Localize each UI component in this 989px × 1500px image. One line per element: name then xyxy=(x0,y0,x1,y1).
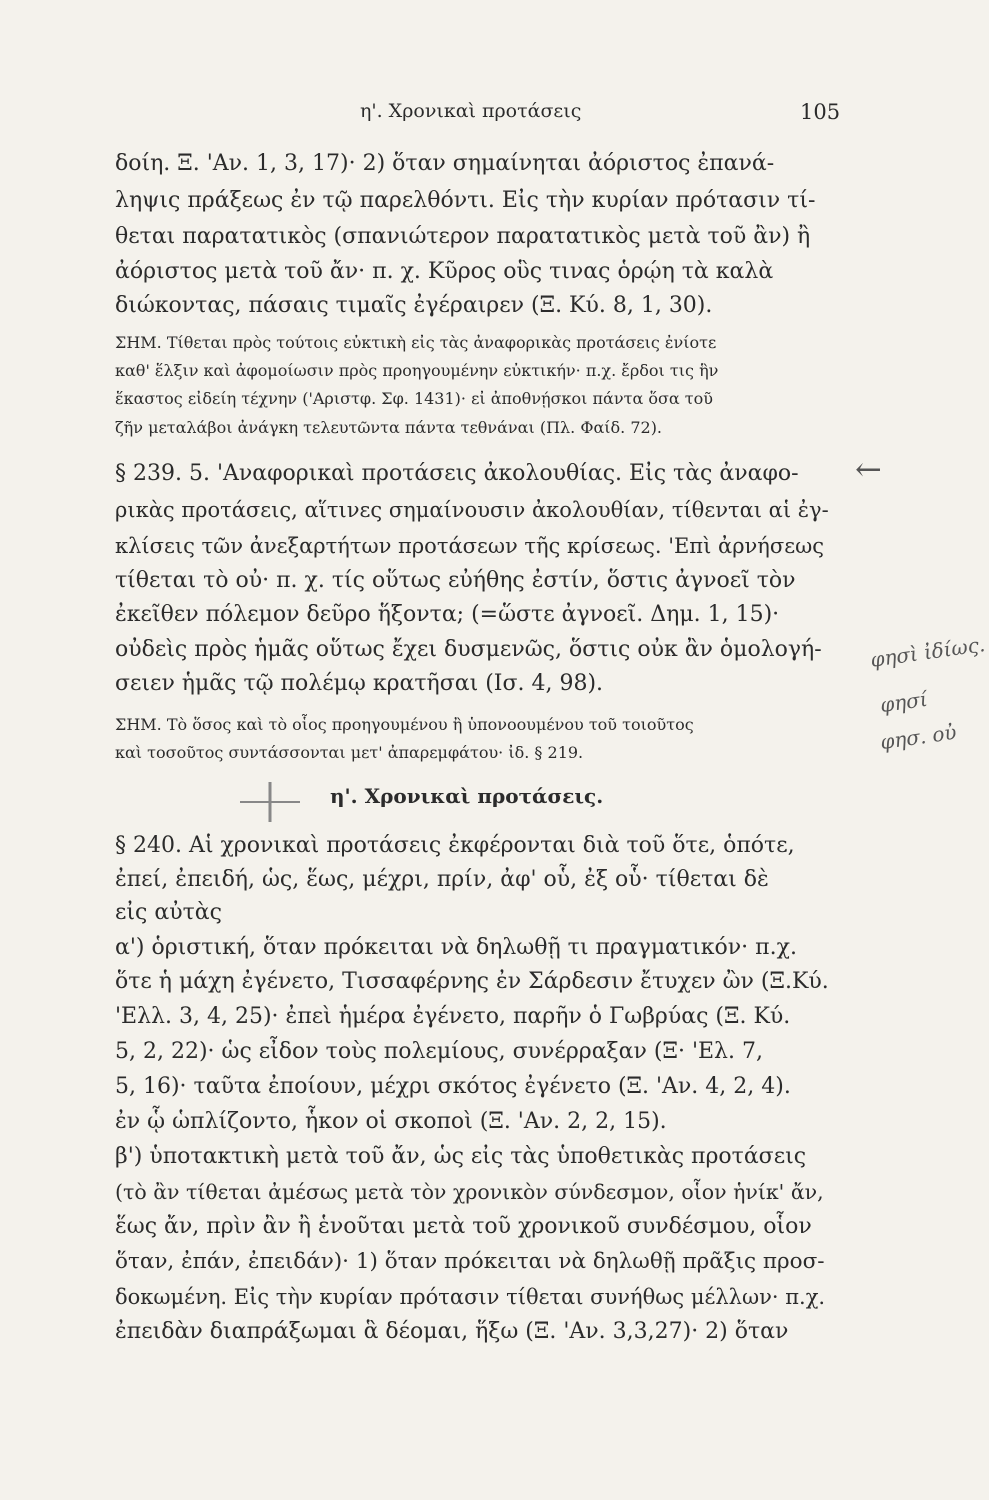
text-line: ὅταν, ἐπάν, ἐπειδάν)· 1) ὅταν πρόκειται νὰ δηλωθῇ πρᾶξις προσ- xyxy=(115,1249,825,1274)
text-line: 5, 16)· ταῦτα ἐποίουν, μέχρι σκότος ἐγένετο (Ξ. 'Αν. 4, 2, 4). xyxy=(115,1074,791,1099)
text-line: ἀόριστος μετὰ τοῦ ἄν· π. χ. Κῦρος οὓς τινας ὁρῴη τὰ καλὰ xyxy=(115,259,774,284)
note-line: ΣΗΜ. Τὸ ὅσος καὶ τὸ οἷος προηγουμένου ἢ ὑπονοουμένου τοῦ τοιοῦτος xyxy=(115,715,694,734)
text-line: κλίσεις τῶν ἀνεξαρτήτων προτάσεων τῆς κρίσεως. 'Επὶ ἀρνήσεως xyxy=(115,534,824,558)
text-line: οὐδεὶς πρὸς ἡμᾶς οὕτως ἔχει δυσμενῶς, ὅστις οὐκ ἂν ὁμολογή- xyxy=(115,637,822,662)
text-line: § 239. 5. 'Αναφορικαὶ προτάσεις ἀκολουθίας. Εἰς τὰς ἀναφο- xyxy=(115,461,799,486)
text-line: § 240. Αἱ χρονικαὶ προτάσεις ἐκφέρονται διὰ τοῦ ὅτε, ὁπότε, xyxy=(115,833,795,858)
section-title: η'. Χρονικαὶ προτάσεις. xyxy=(330,784,604,808)
note-line: καὶ τοσοῦτος συντάσσονται μετ' ἀπαρεμφάτου· ἰδ. § 219. xyxy=(115,743,584,762)
margin-note: φησί xyxy=(878,686,929,718)
page-number: 105 xyxy=(800,100,841,124)
text-line: ἐκεῖθεν πόλεμον δεῦρο ἥξοντα; (=ὥστε ἀγνοεῖ. Δημ. 1, 15)· xyxy=(115,602,780,627)
note-line: ζῆν μεταλάβοι ἀνάγκη τελευτῶντα πάντα τεθνάναι (Πλ. Φαίδ. 72). xyxy=(115,418,663,437)
margin-note: φησ. οὐ xyxy=(878,719,958,755)
text-line: α') ὁριστική, ὅταν πρόκειται νὰ δηλωθῇ τι πραγματικόν· π.χ. xyxy=(115,935,797,960)
text-line: ἐν ᾧ ὡπλίζοντο, ἧκον οἱ σκοποὶ (Ξ. 'Αν. 2, 2, 15). xyxy=(115,1109,667,1134)
text-line: ἐπεί, ἐπειδή, ὡς, ἕως, μέχρι, πρίν, ἀφ' οὗ, ἐξ οὗ· τίθεται δὲ xyxy=(115,867,769,892)
text-line: διώκοντας, πάσαις τιμαῖς ἐγέραιρεν (Ξ. Κύ. 8, 1, 30). xyxy=(115,293,713,318)
note-line: καθ' ἕλξιν καὶ ἀφομοίωσιν πρὸς προηγουμένην εὐκτικήν· π.χ. ἔρδοι τις ἣν xyxy=(115,361,719,380)
text-line: τίθεται τὸ οὐ· π. χ. τίς οὕτως εὐήθης ἐστίν, ὅστις ἀγνοεῖ τὸν xyxy=(115,568,796,593)
text-line: θεται παρατατικὸς (σπανιώτερον παρατατικὸς μετὰ τοῦ ἂν) ἢ xyxy=(115,224,811,249)
text-line: ὅτε ἡ μάχη ἐγένετο, Τισσαφέρνης ἐν Σάρδεσιν ἔτυχεν ὢν (Ξ.Κύ. xyxy=(115,969,829,994)
pencil-cross-mark xyxy=(240,782,300,822)
text-line: (τὸ ἂν τίθεται ἀμέσως μετὰ τὸν χρονικὸν σύνδεσμον, οἷον ἡνίκ' ἄν, xyxy=(115,1180,824,1204)
text-line: 5, 2, 22)· ὡς εἶδον τοὺς πολεμίους, συνέρραξαν (Ξ· 'Ελ. 7, xyxy=(115,1039,763,1064)
text-line: εἰς αὐτὰς xyxy=(115,900,222,925)
text-line: δοίη. Ξ. 'Αν. 1, 3, 17)· 2) ὅταν σημαίνηται ἀόριστος ἐπανά- xyxy=(115,151,775,176)
note-line: ἕκαστος εἰδείη τέχνην ('Αριστφ. Σφ. 1431)· εἰ ἀποθνῄσκοι πάντα ὅσα τοῦ xyxy=(115,389,713,408)
margin-arrow-icon: ← xyxy=(855,450,882,488)
text-line: δοκωμένη. Εἰς τὴν κυρίαν πρότασιν τίθεται συνήθως μέλλων· π.χ. xyxy=(115,1285,826,1309)
text-line: ρικὰς προτάσεις, αἵτινες σημαίνουσιν ἀκολουθίαν, τίθενται αἱ ἐγ- xyxy=(115,498,829,522)
margin-note: φησὶ ἰδίως. xyxy=(868,632,987,672)
text-line: ἕως ἄν, πρὶν ἂν ἢ ἑνοῦται μετὰ τοῦ χρονικοῦ συνδέσμου, οἷον xyxy=(115,1214,812,1239)
note-line: ΣΗΜ. Τίθεται πρὸς τούτοις εὐκτικὴ εἰς τὰς ἀναφορικὰς προτάσεις ἐνίοτε xyxy=(115,333,717,352)
text-line: 'Ελλ. 3, 4, 25)· ἐπεὶ ἡμέρα ἐγένετο, παρῆν ὁ Γωβρύας (Ξ. Κύ. xyxy=(115,1004,791,1029)
text-line: σειεν ἡμᾶς τῷ πολέμῳ κρατῆσαι (Ισ. 4, 98). xyxy=(115,671,604,696)
text-line: ἐπειδὰν διαπράξωμαι ἃ δέομαι, ἥξω (Ξ. 'Αν. 3,3,27)· 2) ὅταν xyxy=(115,1319,789,1344)
text-line: β') ὑποτακτικὴ μετὰ τοῦ ἄν, ὡς εἰς τὰς ὑποθετικὰς προτάσεις xyxy=(115,1144,807,1169)
text-line: ληψις πράξεως ἐν τῷ παρελθόντι. Εἰς τὴν κυρίαν πρότασιν τί- xyxy=(115,188,816,213)
running-title: η'. Χρονικαὶ προτάσεις xyxy=(360,100,582,122)
